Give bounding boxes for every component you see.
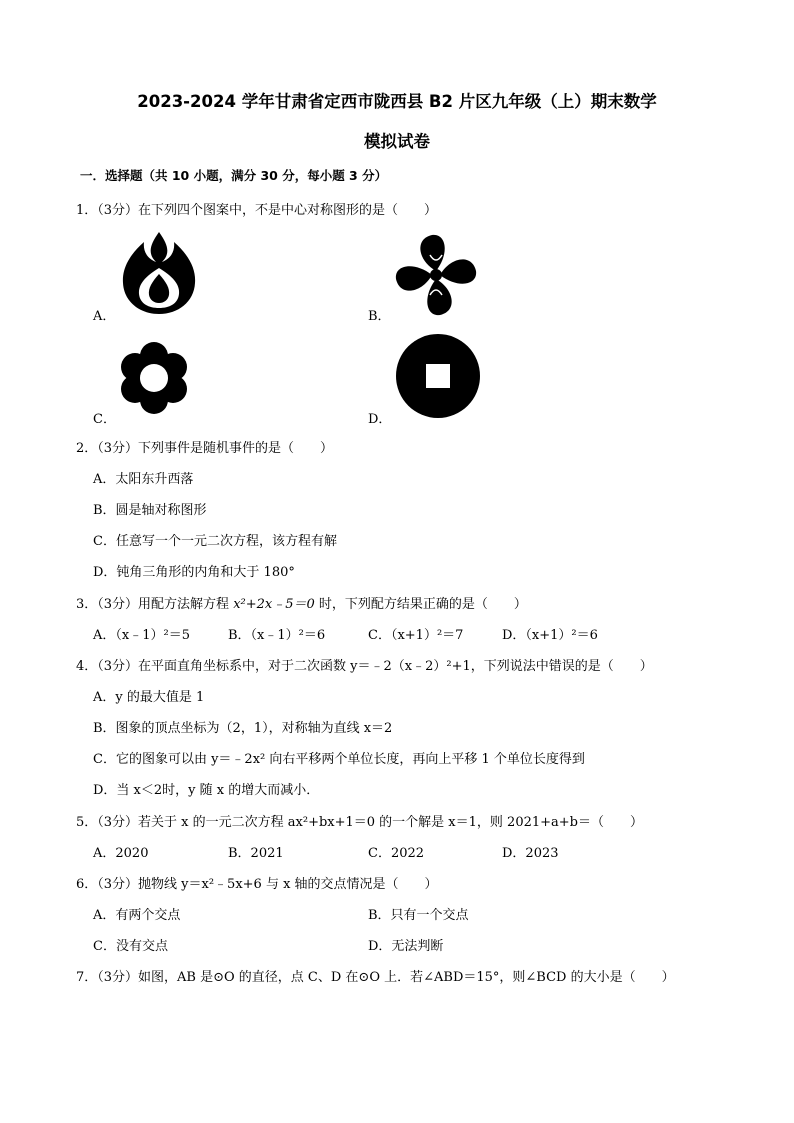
exam-title-line2: 模拟试卷 <box>364 132 430 151</box>
six-petal-flower-figure <box>116 340 192 416</box>
q3-option-a: A．（x﹣1）²＝5 <box>93 628 190 643</box>
q4-stem: 4．（3分）在平面直角坐标系中，对于二次函数 y＝﹣2（x﹣2）²+1，下列说法中错误的是（ ） <box>76 659 653 674</box>
q4-option-b: B．图象的顶点坐标为（2，1），对称轴为直线 x＝2 <box>93 721 393 736</box>
q3-option-c: C．（x+1）²＝7 <box>368 628 464 643</box>
q5-option-c: C．2022 <box>368 846 425 861</box>
q1-label-a: A． <box>93 309 116 324</box>
four-petal-flower-figure <box>393 232 479 318</box>
q6-option-a: A．有两个交点 <box>93 908 181 923</box>
q7-stem: 7．（3分）如图，AB 是⊙O 的直径，点 C、D 在⊙O 上．若∠ABD＝15°，则∠BCD 的大小是（ ） <box>76 970 675 985</box>
q6-option-d: D．无法判断 <box>368 939 444 954</box>
q5-option-d: D．2023 <box>502 846 559 861</box>
q2-option-a: A．太阳东升西落 <box>93 472 194 487</box>
q3-option-b: B．（x﹣1）²＝6 <box>228 628 326 643</box>
flame-figure <box>118 228 200 316</box>
q3-equation: x²+2x﹣5＝0 <box>233 597 315 612</box>
q4-option-a: A．y 的最大值是 1 <box>93 690 205 705</box>
section-heading: 一．选择题（共 10 小题，满分 30 分，每小题 3 分） <box>80 168 388 183</box>
exam-title-line1: 2023-2024 学年甘肃省定西市陇西县 B2 片区九年级（上）期末数学 <box>137 92 657 111</box>
q3-option-d: D．（x+1）²＝6 <box>502 628 598 643</box>
q3-stem <box>76 593 527 612</box>
q1-label-b: B． <box>368 309 391 324</box>
q6-option-b: B．只有一个交点 <box>368 908 469 923</box>
q5-option-b: B．2021 <box>228 846 284 861</box>
q5-option-a: A．2020 <box>93 846 149 861</box>
q4-option-d: D．当 x＜2时，y 随 x 的增大而减小． <box>93 783 320 798</box>
q1-label-c: C． <box>93 412 116 427</box>
q4-option-c: C．它的图象可以由 y＝﹣2x² 向右平移两个单位长度，再向上平移 1 个单位长度得到 <box>93 752 585 767</box>
coin-figure <box>395 333 481 419</box>
q6-option-c: C．没有交点 <box>93 939 168 954</box>
q2-option-d: D．钝角三角形的内角和大于 180° <box>93 565 295 580</box>
q5-stem: 5．（3分）若关于 x 的一元二次方程 ax²+bx+1＝0 的一个解是 x＝1，则 2021+a+b＝（ ） <box>76 815 643 830</box>
q2-option-c: C．任意写一个一元二次方程，该方程有解 <box>93 534 337 549</box>
q3-stem-pre: 3．（3分）用配方法解方程 <box>76 597 234 612</box>
q6-stem: 6．（3分）抛物线 y＝x²﹣5x+6 与 x 轴的交点情况是（ ） <box>76 877 438 892</box>
q2-stem: 2．（3分）下列事件是随机事件的是（ ） <box>76 441 334 456</box>
q1-label-d: D． <box>368 412 392 427</box>
q3-stem-post: 时，下列配方结果正确的是（ ） <box>314 597 527 612</box>
q1-stem: 1．（3分）在下列四个图案中，不是中心对称图形的是（ ） <box>76 203 438 218</box>
q2-option-b: B．圆是轴对称图形 <box>93 503 207 518</box>
